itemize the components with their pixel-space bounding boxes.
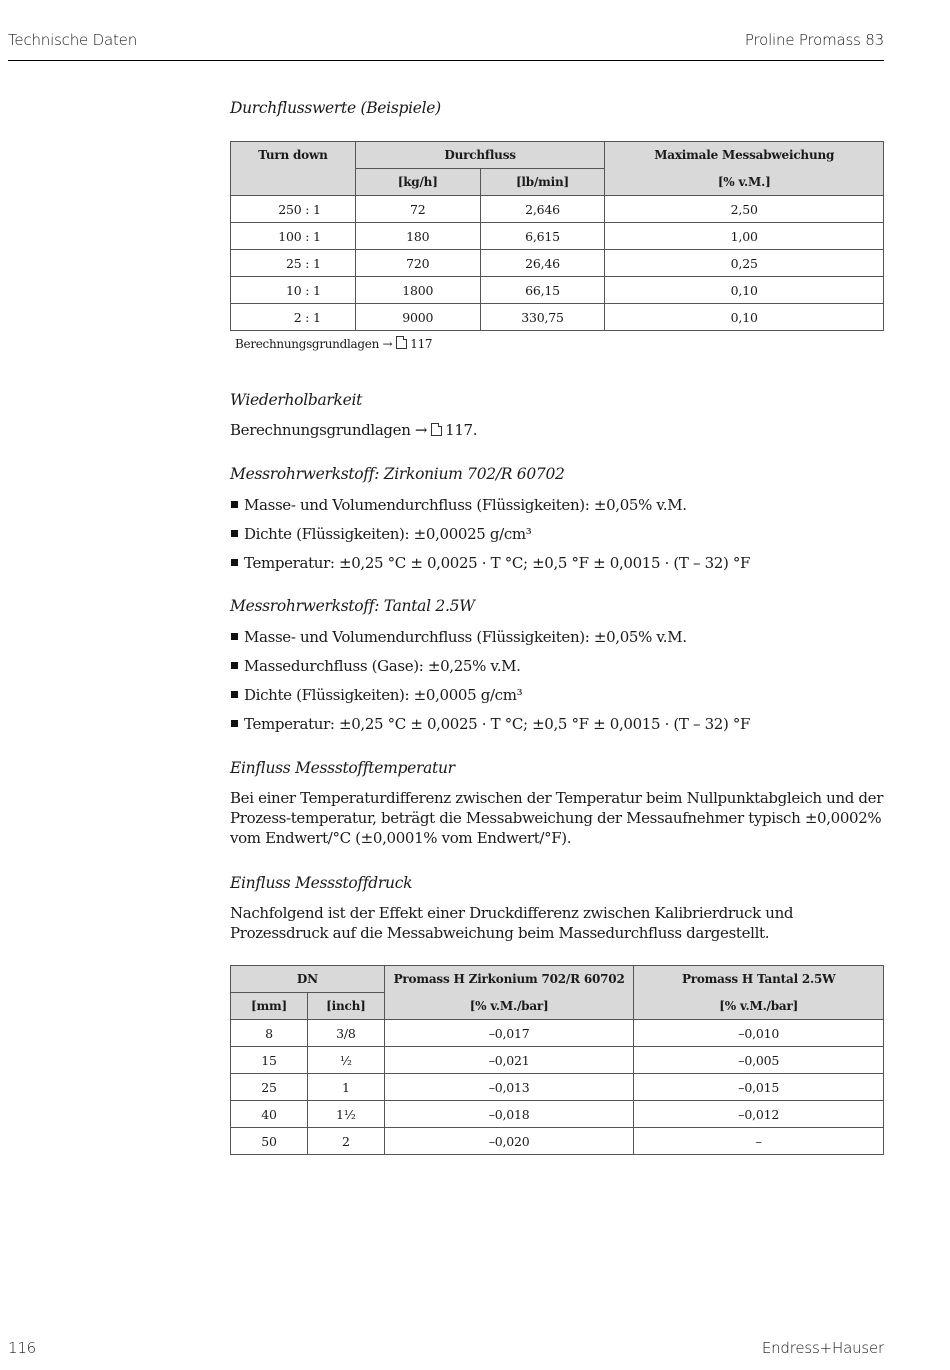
list-item: Masse- und Volumendurchfluss (Flüssigkeiten): ±0,05% v.M. (230, 627, 890, 656)
cell-mm: 50 (231, 1128, 308, 1155)
cell-mm: 15 (231, 1047, 308, 1074)
cell-mm: 8 (231, 1020, 308, 1047)
table-row (231, 1020, 884, 1047)
cell-inch: 1½ (307, 1101, 384, 1128)
table-unit-row (231, 993, 884, 1020)
tantal-bullet-list (230, 627, 890, 743)
cell-turndown: 100 : 1 (231, 223, 356, 250)
col-zirkonium-unit: [% v.M./bar] (384, 993, 634, 1020)
header-section-title: Technische Daten (8, 31, 137, 49)
cell-inch: ½ (307, 1047, 384, 1074)
pressure-effect-table (230, 965, 884, 1155)
table-row (231, 277, 884, 304)
table-row (231, 196, 884, 223)
col-turndown-header: Turn down (231, 142, 356, 169)
cell-turndown: 250 : 1 (231, 196, 356, 223)
table-row (231, 1128, 884, 1155)
col-inch-unit: [inch] (307, 993, 384, 1020)
cell-kgh: 180 (355, 223, 480, 250)
table-header-row (231, 966, 884, 993)
col-max-deviation-header: Maximale Messabweichung (605, 142, 884, 169)
cell-inch: 1 (307, 1074, 384, 1101)
zirkonium-bullet-list (230, 495, 890, 582)
header-rule (8, 60, 884, 61)
cell-deviation: 1,00 (605, 223, 884, 250)
table-row (231, 1101, 884, 1128)
cell-zirkonium: –0,013 (384, 1074, 634, 1101)
col-tantal-header: Promass H Tantal 2.5W (634, 966, 884, 993)
table-unit-row (231, 169, 884, 196)
table-row (231, 1074, 884, 1101)
brand-name: Endress+Hauser (761, 1339, 884, 1357)
list-item: Dichte (Flüssigkeiten): ±0,00025 g/cm³ (230, 524, 890, 553)
page-number: 116 (8, 1339, 37, 1357)
cell-deviation: 0,10 (605, 304, 884, 331)
cell-zirkonium: –0,021 (384, 1047, 634, 1074)
table-row (231, 223, 884, 250)
cell-kgh: 1800 (355, 277, 480, 304)
table-row (231, 304, 884, 331)
cell-zirkonium: –0,017 (384, 1020, 634, 1047)
cell-lbmin: 330,75 (480, 304, 605, 331)
cell-kgh: 720 (355, 250, 480, 277)
cell-deviation: 0,25 (605, 250, 884, 277)
list-item: Massedurchfluss (Gase): ±0,25% v.M. (230, 656, 890, 685)
cell-lbmin: 6,615 (480, 223, 605, 250)
cell-inch: 3/8 (307, 1020, 384, 1047)
cell-lbmin: 66,15 (480, 277, 605, 304)
col-mm-unit: [mm] (231, 993, 308, 1020)
list-item: Masse- und Volumendurchfluss (Flüssigkeiten): ±0,05% v.M. (230, 495, 890, 524)
col-dn-header: DN (231, 966, 385, 993)
table-header-row (231, 142, 884, 169)
flow-section-title: Durchflusswerte (Beispiele) (230, 99, 441, 117)
cell-kgh: 72 (355, 196, 480, 223)
cell-tantal: – (634, 1128, 884, 1155)
temperature-influence-text: Bei einer Temperaturdifferenz zwischen der Temperatur beim Nullpunktabgleich und der Prozess-temperatur, beträgt die Messabweichung der Messaufnehmer typisch ±0,0002% vom Endwert/°C (±0,0001% vom Endwert/°F). (230, 789, 884, 847)
header-product-name: Proline Promass 83 (744, 31, 884, 49)
cell-zirkonium: –0,020 (384, 1128, 634, 1155)
cell-mm: 40 (231, 1101, 308, 1128)
zirkonium-title: Messrohrwerkstoff: Zirkonium 702/R 60702 (230, 465, 565, 483)
cell-turndown: 10 : 1 (231, 277, 356, 304)
col-tantal-unit: [% v.M./bar] (634, 993, 884, 1020)
list-item: Dichte (Flüssigkeiten): ±0,0005 g/cm³ (230, 685, 890, 714)
col-kgh-unit: [kg/h] (355, 169, 480, 196)
pressure-influence-title: Einfluss Messstoffdruck (230, 874, 413, 892)
calculation-reference-note (235, 336, 432, 351)
cell-deviation: 0,10 (605, 277, 884, 304)
page-reference-icon (431, 423, 442, 436)
col-zirkonium-header: Promass H Zirkonium 702/R 60702 (384, 966, 634, 993)
col-durchfluss-header: Durchfluss (355, 142, 605, 169)
flow-values-table (230, 141, 884, 331)
col-pct-unit: [% v.M.] (605, 169, 884, 196)
cell-lbmin: 26,46 (480, 250, 605, 277)
cell-deviation: 2,50 (605, 196, 884, 223)
cell-inch: 2 (307, 1128, 384, 1155)
cell-tantal: –0,005 (634, 1047, 884, 1074)
repeatability-ref-text: Berechnungsgrundlagen → (230, 421, 428, 439)
pressure-influence-text: Nachfolgend ist der Effekt einer Druckdifferenz zwischen Kalibrierdruck und Prozessdruck auf die Messabweichung beim Massedurchfluss dargestellt. (230, 904, 794, 942)
note-page-link[interactable]: 117 (410, 337, 433, 351)
list-item: Temperatur: ±0,25 °C ± 0,0025 · T °C; ±0,5 °F ± 0,0015 · (T – 32) °F (230, 553, 890, 582)
cell-tantal: –0,012 (634, 1101, 884, 1128)
repeatability-text (230, 420, 886, 440)
cell-lbmin: 2,646 (480, 196, 605, 223)
repeatability-title: Wiederholbarkeit (230, 391, 363, 409)
note-text: Berechnungsgrundlagen → (235, 337, 393, 351)
repeatability-page-link[interactable]: 117. (445, 421, 478, 439)
cell-tantal: –0,010 (634, 1020, 884, 1047)
cell-zirkonium: –0,018 (384, 1101, 634, 1128)
col-turndown-unit (231, 169, 356, 196)
list-item: Temperatur: ±0,25 °C ± 0,0025 · T °C; ±0,5 °F ± 0,0015 · (T – 32) °F (230, 714, 890, 743)
table-row (231, 250, 884, 277)
temperature-influence-title: Einfluss Messstofftemperatur (230, 759, 455, 777)
cell-turndown: 2 : 1 (231, 304, 356, 331)
table-row (231, 1047, 884, 1074)
page-reference-icon (396, 336, 407, 349)
col-lbmin-unit: [lb/min] (480, 169, 605, 196)
tantal-title: Messrohrwerkstoff: Tantal 2.5W (230, 597, 475, 615)
cell-mm: 25 (231, 1074, 308, 1101)
cell-tantal: –0,015 (634, 1074, 884, 1101)
cell-turndown: 25 : 1 (231, 250, 356, 277)
cell-kgh: 9000 (355, 304, 480, 331)
